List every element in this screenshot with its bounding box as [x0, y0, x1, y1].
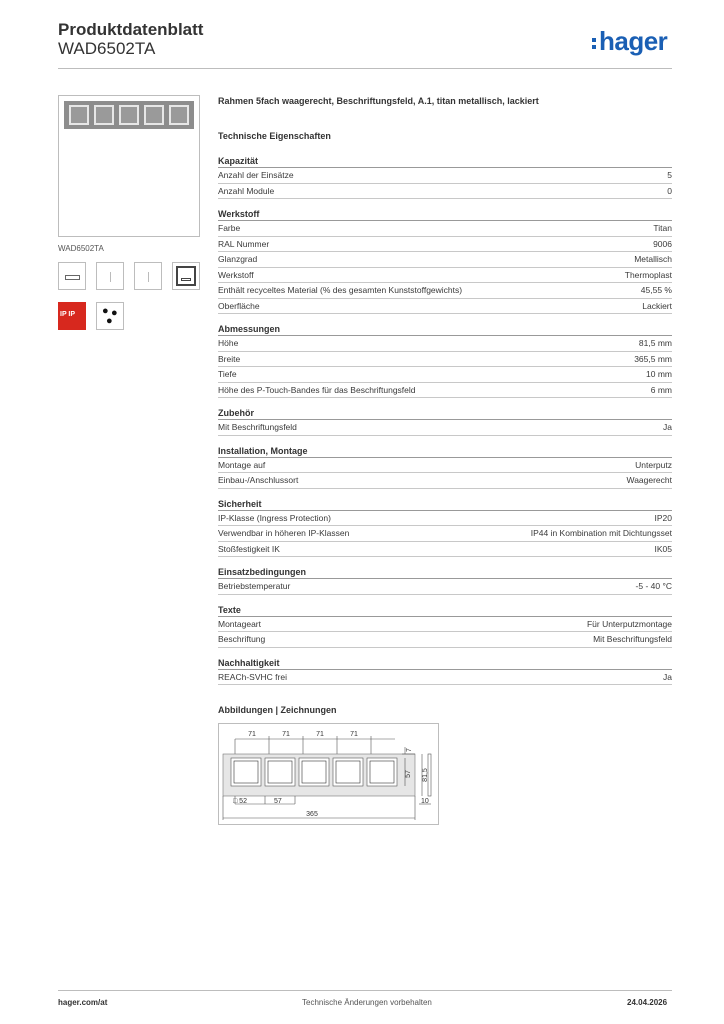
footer-disclaimer: Technische Änderungen vorbehalten: [302, 998, 432, 1007]
property-value: Unterputz: [635, 459, 672, 470]
property-value: Ja: [663, 671, 672, 682]
property-label: Tiefe: [218, 369, 237, 379]
property-value: Titan: [653, 223, 672, 233]
property-row: [218, 237, 672, 253]
property-label: Betriebstemperatur: [218, 581, 291, 591]
drawings-heading: Abbildungen | Zeichnungen: [218, 705, 337, 715]
property-row: [218, 299, 672, 315]
properties-table: [218, 155, 672, 694]
property-value: 10 mm: [646, 369, 672, 379]
property-section: [218, 208, 672, 314]
section-title: Texte: [218, 604, 672, 617]
property-value: Metallisch: [634, 254, 672, 264]
property-row: [218, 511, 672, 527]
property-label: Höhe des P-Touch-Bandes für das Beschriftungsfeld: [218, 384, 416, 395]
property-value: Für Unterputzmontage: [586, 618, 672, 629]
property-label: Glanzgrad: [218, 254, 258, 264]
product-description: Rahmen 5fach waagerecht, Beschriftungsfeld, A.1, titan metallisch, lackiert: [218, 96, 539, 106]
property-value: Mit Beschriftungsfeld: [593, 634, 672, 644]
section-title: Kapazität: [218, 155, 672, 168]
property-section: [218, 566, 672, 595]
property-row: [218, 184, 672, 200]
frame-opening: [119, 105, 139, 125]
property-row: [218, 458, 672, 474]
frame-opening: [144, 105, 164, 125]
display-icon: [172, 262, 200, 290]
document-title: Produktdatenblatt: [58, 20, 204, 39]
property-value: 0: [667, 185, 672, 196]
property-value: Thermoplast: [624, 269, 672, 280]
property-row: [218, 542, 672, 558]
property-value: -5 - 40 °C: [635, 581, 672, 591]
property-row: [218, 268, 672, 284]
property-value: Waagerecht: [626, 475, 672, 485]
pitch-label: 71: [282, 731, 290, 738]
property-value: IP44 in Kombination mit Dichtungsset: [530, 528, 672, 538]
product-image: [58, 95, 200, 237]
section-title: Einsatzbedingungen: [218, 566, 672, 579]
property-label: IP-Klasse (Ingress Protection): [218, 512, 331, 523]
property-section: [218, 498, 672, 558]
property-label: Montage auf: [218, 459, 266, 470]
property-row: [218, 526, 672, 542]
property-label: Anzahl der Einsätze: [218, 170, 294, 180]
property-label: Einbau-/Anschlussort: [218, 475, 299, 485]
ip-rating-icon: [58, 302, 86, 330]
dim-7-label: 7: [406, 748, 413, 752]
section-title: Zubehör: [218, 407, 672, 420]
property-row: [218, 420, 672, 436]
footer-divider: [58, 990, 672, 991]
property-value: 6 mm: [650, 384, 672, 395]
blank-icon: [96, 262, 124, 290]
header-divider: [58, 68, 672, 69]
property-value: 365,5 mm: [634, 353, 672, 364]
product-code: WAD6502TA: [58, 39, 156, 58]
property-section: [218, 657, 672, 686]
property-row: [218, 221, 672, 237]
dim-height-label: 81,5: [422, 768, 429, 782]
footer-date: 24.04.2026: [627, 998, 668, 1007]
property-row: [218, 632, 672, 648]
property-row: [218, 283, 672, 299]
property-section: [218, 604, 672, 648]
property-value: IP20: [654, 512, 672, 523]
product-image-label: WAD6502TA: [58, 244, 104, 253]
dim-width-label: 365: [306, 811, 318, 818]
logo-text: hager: [599, 26, 668, 56]
property-row: [218, 168, 672, 184]
property-row: [218, 252, 672, 268]
property-row: [218, 352, 672, 368]
pitch-label: 71: [248, 731, 256, 738]
property-row: [218, 617, 672, 633]
ip-icon-text: IP IP: [60, 311, 76, 318]
dim-depth-label: 10: [421, 798, 429, 805]
blank-icon: [134, 262, 162, 290]
property-label: REACh-SVHC frei: [218, 671, 287, 682]
property-label: Beschriftung: [218, 634, 266, 644]
property-value: Ja: [663, 422, 672, 432]
property-label: Breite: [218, 353, 241, 364]
property-label: Enthält recyceltes Material (% des gesamten Kunststoffgewichts): [218, 285, 463, 295]
tech-heading: Technische Eigenschaften: [218, 131, 331, 141]
property-section: [218, 155, 672, 199]
water-drops-icon: ● ● ●: [96, 302, 124, 330]
property-section: [218, 323, 672, 398]
property-label: Anzahl Module: [218, 185, 275, 196]
dim-52-label: □ 52: [233, 798, 247, 805]
property-label: Werkstoff: [218, 269, 254, 280]
property-value: Lackiert: [642, 300, 672, 311]
property-row: [218, 336, 672, 352]
section-title: Abmessungen: [218, 323, 672, 336]
section-title: Installation, Montage: [218, 445, 672, 458]
logo-dots-icon: [592, 35, 597, 52]
property-value: 81,5 mm: [638, 338, 672, 348]
section-title: Sicherheit: [218, 498, 672, 511]
property-value: 45,55 %: [640, 285, 672, 295]
property-value: 9006: [653, 238, 672, 249]
dimension-svg: [219, 724, 440, 826]
hager-logo: [592, 26, 667, 57]
property-section: [218, 445, 672, 489]
section-title: Nachhaltigkeit: [218, 657, 672, 670]
property-row: [218, 367, 672, 383]
property-row: [218, 670, 672, 686]
dim-57-label: 57: [405, 770, 412, 778]
footer-website-link[interactable]: hager.com/at: [58, 998, 108, 1007]
property-row: [218, 383, 672, 399]
frame-opening: [69, 105, 89, 125]
module-strip-icon: [58, 262, 86, 290]
pitch-label: 71: [316, 731, 324, 738]
property-label: Höhe: [218, 338, 239, 348]
property-value: 5: [667, 170, 672, 180]
property-label: Mit Beschriftungsfeld: [218, 422, 297, 432]
property-section: [218, 407, 672, 436]
property-value: IK05: [654, 543, 672, 554]
property-row: [218, 579, 672, 595]
frame-image: [64, 101, 194, 129]
frame-opening: [169, 105, 189, 125]
property-label: Stoßfestigkeit IK: [218, 543, 280, 554]
dimension-drawing: [218, 723, 439, 825]
dim-57b-label: 57: [274, 798, 282, 805]
property-label: Montageart: [218, 618, 261, 629]
property-label: Verwendbar in höheren IP-Klassen: [218, 528, 350, 538]
property-label: RAL Nummer: [218, 238, 270, 249]
property-row: [218, 473, 672, 489]
frame-opening: [94, 105, 114, 125]
pitch-label: 71: [350, 731, 358, 738]
property-label: Oberfläche: [218, 300, 260, 311]
section-title: Werkstoff: [218, 208, 672, 221]
property-label: Farbe: [218, 223, 241, 233]
